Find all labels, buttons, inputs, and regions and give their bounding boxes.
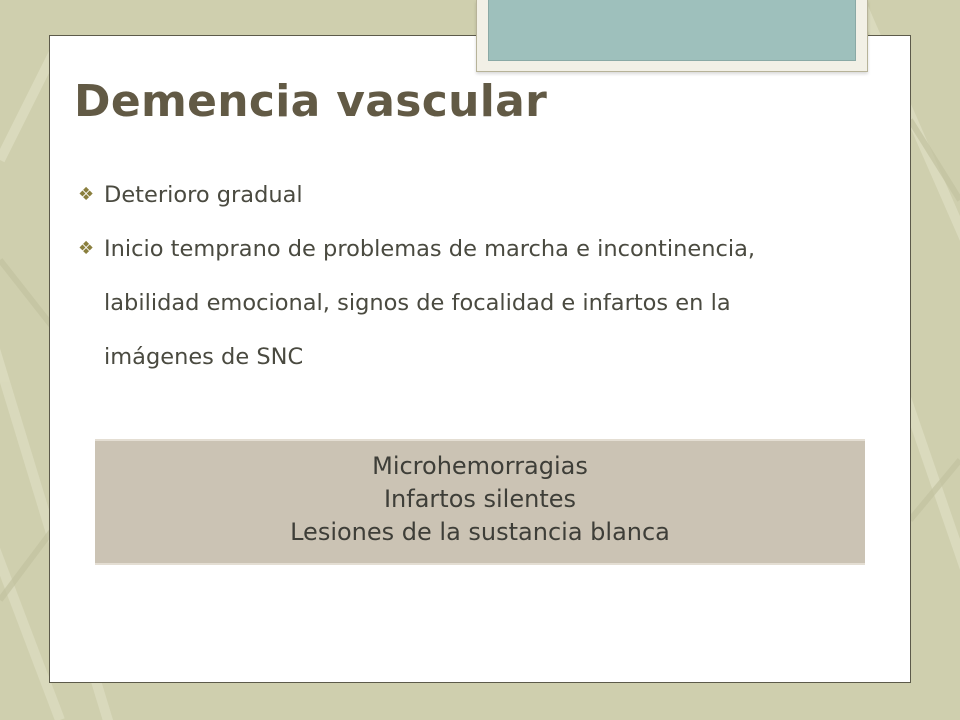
bullet-text: Inicio temprano de problemas de marcha e incontinencia, labilidad emocional, signos de focalidad e infartos en la imágenes de SNC (104, 236, 756, 370)
callout-line: Lesiones de la sustancia blanca (290, 518, 670, 546)
diamond-bullet-icon: ❖ (78, 184, 95, 205)
callout-line: Microhemorragias (372, 452, 588, 480)
diamond-bullet-icon: ❖ (78, 238, 95, 259)
bullet-item (78, 168, 838, 222)
bullet-item (78, 222, 838, 384)
slide-title: Demencia vascular (74, 76, 548, 127)
callout-box (95, 439, 865, 565)
bullet-text: Deterioro gradual (104, 182, 303, 208)
accent-block (488, 0, 856, 61)
callout-line: Infartos silentes (383, 485, 577, 513)
bullet-list (78, 168, 838, 384)
